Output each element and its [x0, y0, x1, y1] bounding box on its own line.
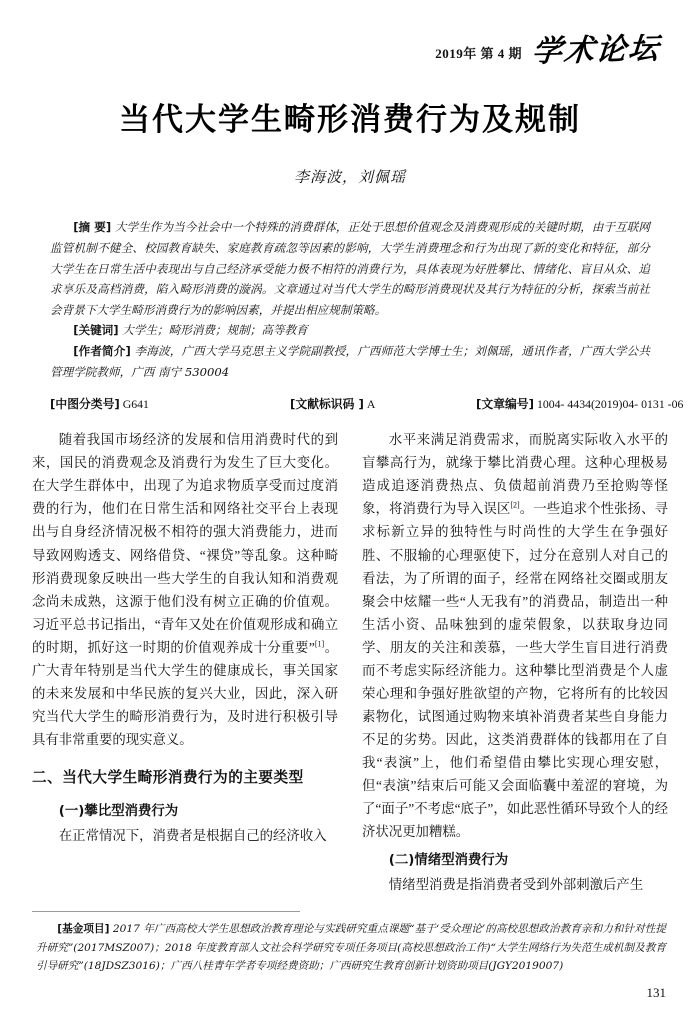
clc-value: G641: [122, 397, 149, 412]
document-code: [290, 395, 476, 412]
document-code-label: [文献标识码 ]: [290, 397, 364, 412]
author-bio-text: 李海波，广西大学马克思主义学院副教授，广西师范大学博士生；刘佩瑶，通讯作者，广西大学公共管理学院教师，广西 南宁 530004: [50, 344, 650, 379]
citation-marker: [1]: [314, 639, 325, 649]
footnote: [36, 920, 666, 976]
subsection-heading: (一)攀比型消费行为: [58, 804, 179, 820]
citation-marker: [2]: [510, 500, 520, 510]
author-line: 李海波，刘佩瑶: [293, 168, 406, 187]
journal-logo: 学术论坛: [530, 31, 662, 70]
title-block: [32, 100, 668, 187]
article-id-label: [文章编号]: [476, 397, 534, 412]
footnote-text: 2017 年广西高校大学生思想政治教育理论与实践研究重点课题“基于‘受众理论’的高校思想政治教育亲和力和针对性提升研究”(2017MSZ007)；2018 年度教育部人文社会科学研究专项任务项目(高校思想政治工作)“大学生网络行为失范生成机制及教育引导研究”(18JDSZ3016)；广西八桂青年学者专项经费资助；广西研究生教育创新计划资助项目(JGY2019007): [36, 923, 667, 973]
right-column: [362, 428, 669, 893]
body-paragraph: 在正常情况下，消费者是根据自己的经济收入: [58, 828, 327, 844]
keywords-text: 大学生；畸形消费；规制；高等教育: [122, 323, 308, 338]
body-paragraph: 水平来满足消费需求，而脱离实际收入水平的盲攀高行为，就缘于攀比消费心理。这种心理极易造成追逐消费热点、负债超前消费乃至抢购等怪象，将消费行为导入误区[2]。一些追求个性张扬、寻求标新立异的独特性与时尚性的大学生在争强好胜、不服输的心理驱使下，过分在意别人对自己的看法，为了所谓的面子，经常在网络社交圈或朋友聚会中炫耀一些“人无我有”的消费品，制造出一种生活小资、品味独到的虚荣假象，以获取身边同学、朋友的关注和羡慕，一些大学生盲目进行消费而不考虑实际经济能力。这种攀比型消费是个人虚荣心理和争强好胜欲望的产物，它将所有的比较因素物化，试图通过购物来填补消费者某些自身能力不足的劣势。因此，这类消费群体的钱都用在了自我“表演”上，他们希望借由攀比实现心理安慰，但“表演”结束后可能又会面临囊中羞涩的窘境，为了“面子”不考虑“底子”，如此恶性循环导致个人的经济状况更加糟糕。: [362, 432, 669, 840]
abstract-label: [摘 要]: [73, 220, 112, 235]
abstract-text: 大学生作为当今社会中一个特殊的消费群体，正处于思想价值观念及消费观形成的关键时期，由于互联网监管机制不健全、校园教育缺失、家庭教育疏忽等因素的影响，大学生消费理念和行为出现了新的变化和特征，部分大学生在日常生活中表现出与自己经济承受能力极不相符的消费行为，具体表现为好胜攀比、情绪化、盲目从众、追求享乐及高档消费，陷入畸形消费的漩涡。文章通过对当代大学生的畸形消费现状及其行为特征的分析，探索当前社会背景下大学生畸形消费行为的影响因素，并提出相应规制策略。: [50, 220, 650, 317]
article-id-value: 1004- 4434(2019)04- 0131 -06: [536, 397, 684, 412]
author-bio-paragraph: [50, 341, 650, 382]
footnote-label: [基金项目]: [57, 923, 110, 935]
author-bio-label: [作者简介]: [73, 344, 131, 359]
abstract-paragraph: [50, 217, 650, 320]
keywords-label: [关键词]: [73, 323, 119, 338]
clc-label: [中图分类号]: [50, 397, 120, 412]
body-columns: [32, 428, 669, 893]
meta-block: [32, 217, 668, 382]
article-id: [476, 395, 684, 412]
subsection-heading: (二)情绪型消费行为: [388, 853, 509, 869]
footnote-rule: [32, 911, 300, 912]
page-title: 当代大学生畸形消费行为及规制: [119, 102, 581, 138]
document-code-value: A: [366, 397, 376, 412]
masthead: [32, 0, 668, 72]
body-paragraph: 情绪型消费是指消费者受到外部刺激后产生: [388, 877, 644, 893]
left-column: [32, 428, 338, 848]
body-paragraph: 随着我国市场经济的发展和信用消费时代的到来，国民的消费观念及消费行为发生了巨大变化。在大学生群体中，出现了为追求物质享受而过度消费的行为，他们在日常生活和网络社交平台上表现出与自身经济情况极不相符的强大消费能力，进而导致网购透支、网络借贷、“裸贷”等乱象。这种畸形消费现象反映出一些大学生的自我认知和消费观念尚未成熟，这源于他们没有树立正确的价值观。习近平总书记指出，“青年又处在价值观形成和确立的时期，抓好这一时期的价值观养成十分重要”[1]。广大青年特别是当代大学生的健康成长，事关国家的未来发展和中华民族的复兴大业，因此，深入研究当代大学生的畸形消费行为，及时进行积极引导具有非常重要的现实意义。: [32, 432, 338, 747]
page-number: 131: [646, 985, 666, 1000]
clc-number: [50, 395, 290, 412]
section-heading: 二、当代大学生畸形消费行为的主要类型: [32, 768, 304, 786]
keywords-paragraph: [50, 320, 650, 341]
classification-row: [32, 395, 684, 412]
issue-line: 2019年 第 4 期: [435, 46, 522, 61]
